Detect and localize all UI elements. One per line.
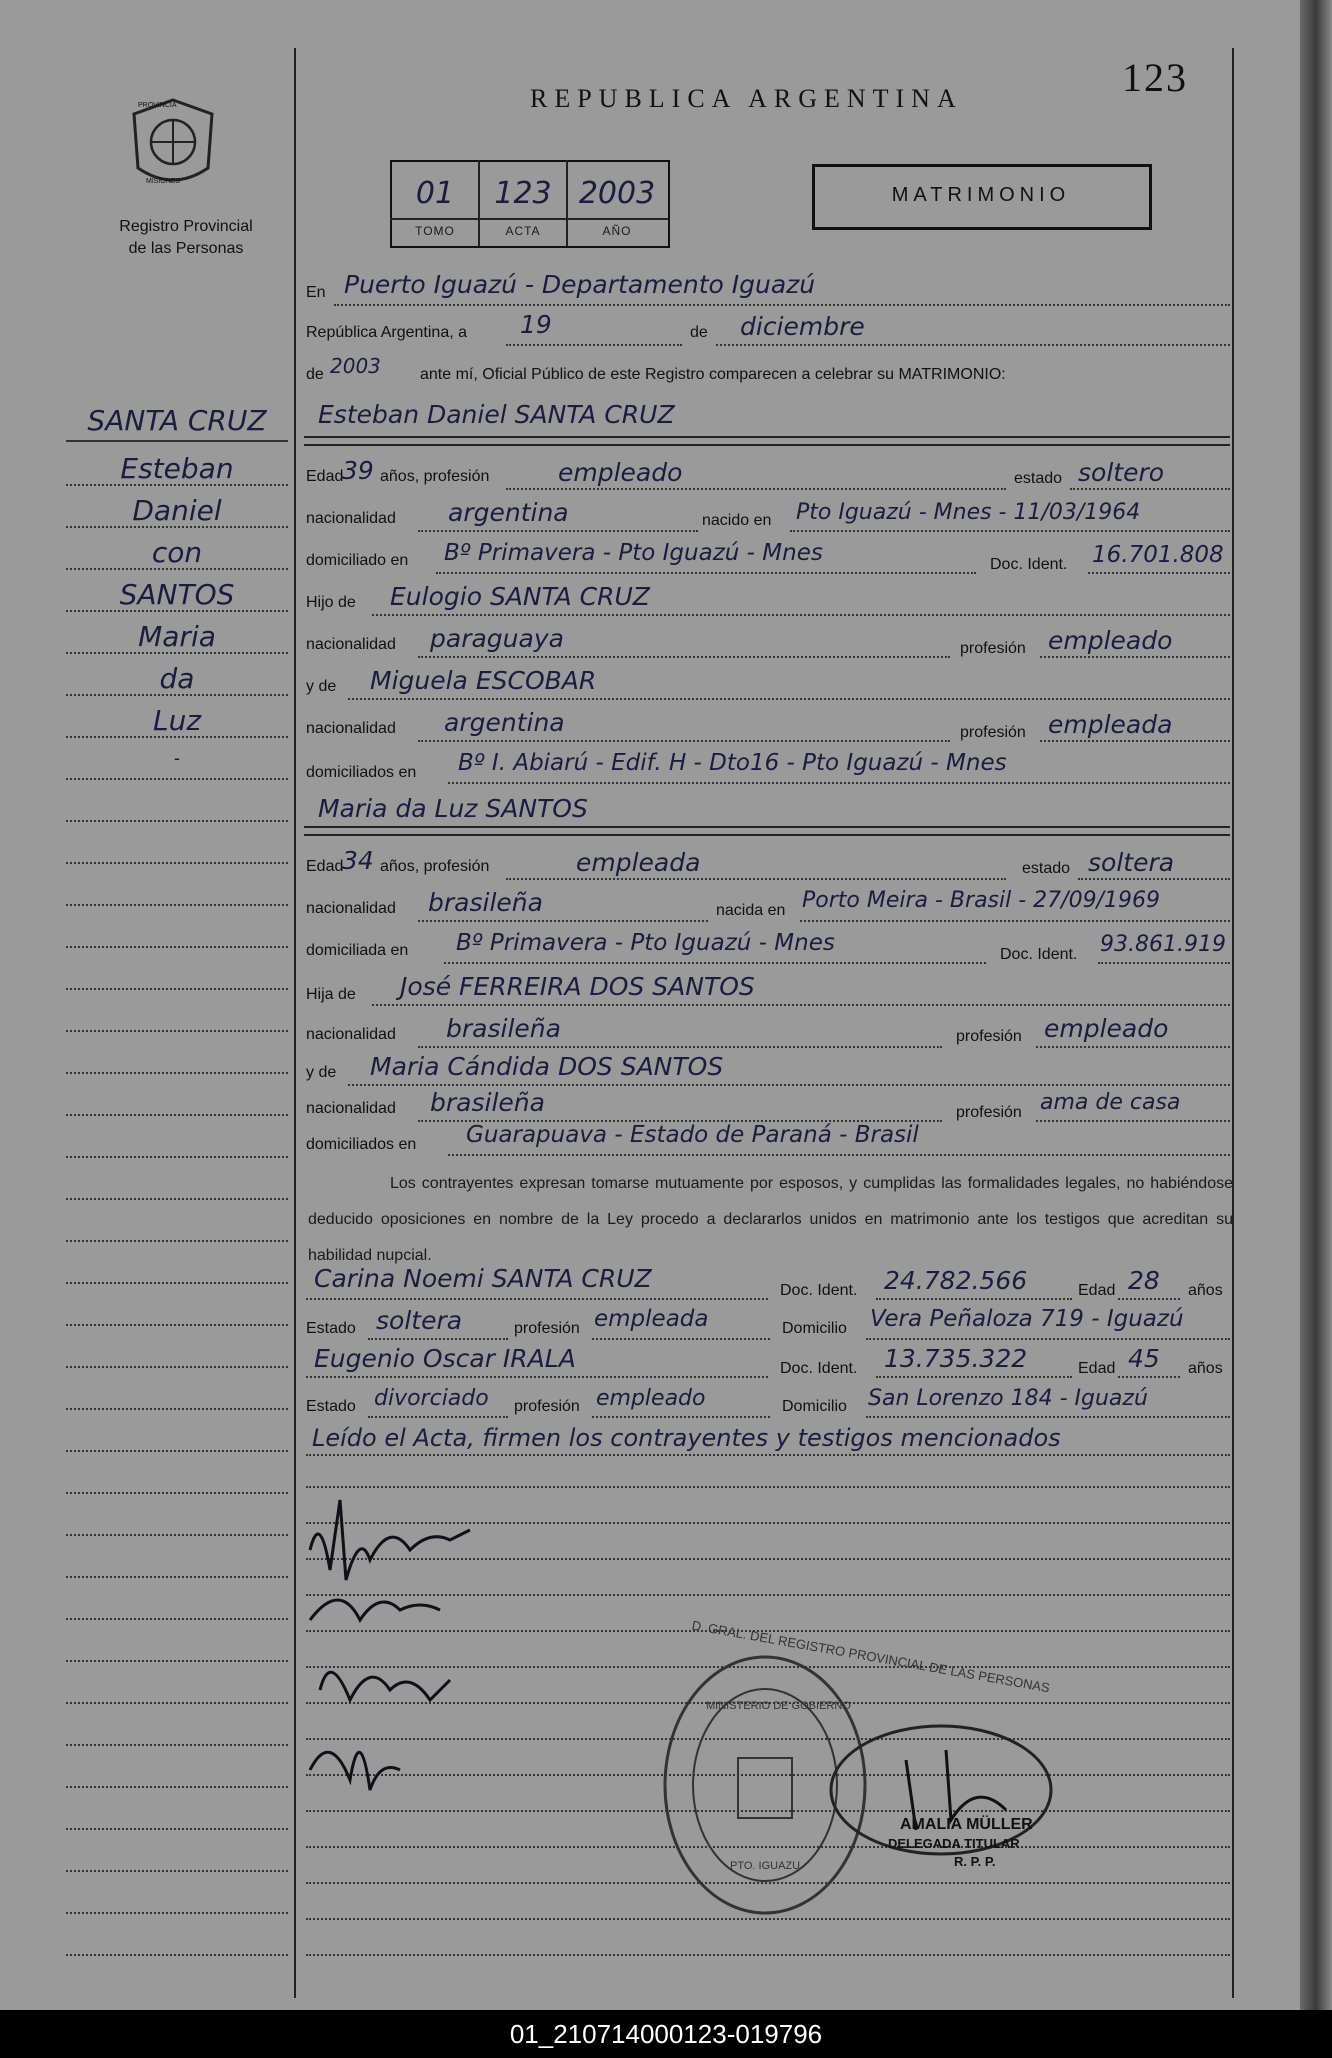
place-value: Puerto Iguazú - Departamento Iguazú: [344, 270, 816, 299]
anio-value: 2003: [578, 176, 656, 211]
bride-nacida-label: nacida en: [716, 902, 786, 919]
witness1-name: Carina Noemi SANTA CRUZ: [314, 1264, 652, 1293]
bride-age: 34: [342, 846, 374, 875]
bride-mother-profesion-label: profesión: [956, 1104, 1022, 1121]
crest-top-text: PROVINCIA: [138, 102, 177, 109]
witness2-profesion-label: profesión: [514, 1398, 580, 1415]
tomo-label: TOMO: [415, 224, 455, 238]
bride-profesion-label: años, profesión: [380, 858, 490, 875]
stamp-city: PTO. IGUAZU: [730, 1860, 801, 1872]
anio-label: AÑO: [602, 224, 632, 238]
act-type: MATRIMONIO: [891, 184, 1071, 206]
margin-line: da: [159, 662, 195, 695]
right-margin-line: [1232, 48, 1234, 1998]
bride-estado-label: estado: [1022, 860, 1071, 877]
year-value: 2003: [330, 354, 381, 378]
witness1-doc: 24.782.566: [884, 1266, 1028, 1295]
bride-yde-label: y de: [306, 1064, 337, 1081]
bride-mother: Maria Cándida DOS SANTOS: [370, 1052, 724, 1081]
groom-father-nationality: paraguaya: [430, 624, 564, 653]
scan-footer-id: 01_210714000123-019796: [0, 2010, 1332, 2058]
bride-mother-nationality: brasileña: [430, 1088, 545, 1117]
bride-father: José FERREIRA DOS SANTOS: [400, 972, 755, 1001]
bride-mother-nacionalidad-label: nacionalidad: [306, 1100, 396, 1117]
groom-profession: empleado: [558, 458, 683, 487]
groom-edad-label: Edad: [306, 468, 344, 485]
bride-nationality: brasileña: [428, 888, 543, 917]
witness2-age: 45: [1128, 1344, 1160, 1373]
witness2-doc-label: Doc. Ident.: [780, 1360, 858, 1377]
registry-line-2: de las Personas: [128, 240, 244, 257]
groom-nationality: argentina: [448, 498, 569, 527]
witness1-status: soltera: [376, 1306, 463, 1335]
witness2-estado-label: Estado: [306, 1398, 356, 1415]
stamp-title: DELEGADA TITULAR: [888, 1836, 1020, 1851]
groom-yde-label: y de: [306, 678, 337, 695]
groom-nacionalidad-label: nacionalidad: [306, 510, 396, 527]
bride-hija-label: Hija de: [306, 986, 356, 1003]
groom-hijo-label: Hijo de: [306, 594, 356, 611]
groom-father-profesion-label: profesión: [960, 640, 1026, 657]
bride-domicilio-label: domiciliada en: [306, 942, 409, 959]
witness1-profesion-label: profesión: [514, 1320, 580, 1337]
ante-text: ante mí, Oficial Público de este Registro comparecen a celebrar su MATRIMONIO:: [420, 366, 1006, 383]
witness2-domicilio-label: Domicilio: [782, 1398, 847, 1415]
witness1-anos-label: años: [1188, 1282, 1223, 1299]
bride-father-profession: empleado: [1044, 1014, 1169, 1043]
signature-3: [1000, 1540, 1066, 1554]
stamp-round-text: D. GRAL. DEL REGISTRO PROVINCIAL DE LAS PERSONAS: [690, 1617, 1051, 1696]
bride-status: soltera: [1088, 848, 1175, 877]
acta-label: ACTA: [505, 224, 541, 238]
tomo-value: 01: [415, 176, 455, 211]
signature-4: [1000, 1560, 1027, 1574]
bride-profession: empleada: [576, 848, 701, 877]
margin-line: SANTOS: [119, 578, 235, 611]
margin-line: con: [151, 536, 203, 569]
witness2-edad-label: Edad: [1078, 1360, 1116, 1377]
margin-line: -: [174, 748, 180, 768]
witness1-address: Vera Peñaloza 719 - Iguazú: [870, 1306, 1184, 1332]
groom-estado-label: estado: [1014, 470, 1063, 487]
margin-line: Maria: [138, 620, 216, 653]
left-margin-line: [294, 48, 296, 1998]
bride-father-nacionalidad-label: nacionalidad: [306, 1026, 396, 1043]
bride-address: Bº Primavera - Pto Iguazú - Mnes: [456, 930, 835, 956]
witness2-anos-label: años: [1188, 1360, 1223, 1377]
bride-birth: Porto Meira - Brasil - 27/09/1969: [802, 888, 1160, 913]
groom-domiciliados-label: domiciliados en: [306, 764, 417, 781]
margin-line: Daniel: [132, 494, 222, 527]
de2-label: de: [306, 366, 324, 383]
witness2-status: divorciado: [374, 1386, 489, 1411]
bride-father-profesion-label: profesión: [956, 1028, 1022, 1045]
groom-parents-address: Bº I. Abiarú - Edif. H - Dto16 - Pto Iguazú - Mnes: [458, 750, 1007, 776]
groom-nacido-label: nacido en: [702, 512, 772, 529]
signature-1: [1000, 1500, 1066, 1514]
groom-father-nacionalidad-label: nacionalidad: [306, 636, 396, 653]
bride-father-nationality: brasileña: [446, 1014, 561, 1043]
margin-line: Esteban: [120, 452, 234, 485]
groom-domicilio-label: domiciliado en: [306, 552, 409, 569]
groom-mother-profession: empleada: [1048, 710, 1173, 739]
de-label: de: [690, 324, 708, 341]
groom-address: Bº Primavera - Pto Iguazú - Mnes: [444, 540, 823, 566]
witness1-estado-label: Estado: [306, 1320, 356, 1337]
margin-line: Luz: [152, 704, 202, 737]
bride-doc-label: Doc. Ident.: [1000, 946, 1078, 963]
closing-text: Leído el Acta, firmen los contrayentes y testigos mencionados: [312, 1424, 1061, 1452]
stamp-rpp: R. P. P.: [954, 1854, 996, 1869]
bride-nacionalidad-label: nacionalidad: [306, 900, 396, 917]
declaration-text: Los contrayentes expresan tomarse mutuamente por esposos, y cumplidas las formalidades legales, no habiéndose deducido oposiciones en nombre de la Ley procedo a declararlos unidos en matrimonio ante los testigos que acreditan su habilidad nupcial.: [308, 1175, 1233, 1264]
bride-mother-profession: ama de casa: [1040, 1090, 1181, 1115]
margin-surname: SANTA CRUZ: [87, 404, 267, 437]
witness1-edad-label: Edad: [1078, 1282, 1116, 1299]
registry-line-1: Registro Provincial: [119, 218, 253, 235]
month-value: diciembre: [740, 312, 865, 341]
groom-age: 39: [342, 456, 374, 485]
groom-doc: 16.701.808: [1092, 542, 1224, 568]
witness1-domicilio-label: Domicilio: [782, 1320, 847, 1337]
groom-mother: Miguela ESCOBAR: [370, 666, 597, 695]
witness1-profession: empleada: [594, 1306, 709, 1332]
witness1-age: 28: [1128, 1266, 1160, 1295]
witness2-profession: empleado: [596, 1386, 706, 1411]
witness2-name: Eugenio Oscar IRALA: [314, 1344, 576, 1373]
groom-status: soltero: [1078, 458, 1165, 487]
day-value: 19: [520, 310, 552, 339]
scan-edge: [1300, 0, 1332, 2010]
bride-domiciliados-label: domiciliados en: [306, 1136, 417, 1153]
stamp-ministry: MINISTERIO DE GOBIERNO: [706, 1700, 851, 1712]
groom-mother-nationality: argentina: [444, 708, 565, 737]
groom-mother-nacionalidad-label: nacionalidad: [306, 720, 396, 737]
en-label: En: [306, 284, 326, 301]
stamp-name: AMALIA MÜLLER: [900, 1816, 1033, 1833]
witness1-doc-label: Doc. Ident.: [780, 1282, 858, 1299]
groom-father: Eulogio SANTA CRUZ: [390, 582, 650, 611]
witness2-doc: 13.735.322: [884, 1344, 1028, 1373]
country-title: REPUBLICA ARGENTINA: [530, 84, 963, 113]
groom-mother-profesion-label: profesión: [960, 724, 1026, 741]
signatures-graphic: [300, 1470, 500, 1800]
acta-value: 123: [494, 176, 552, 211]
groom-father-profession: empleado: [1048, 626, 1173, 655]
page-number: 123: [1122, 55, 1188, 100]
bride-doc: 93.861.919: [1100, 932, 1226, 957]
republica-label: República Argentina, a: [306, 324, 467, 341]
groom-name: Esteban Daniel SANTA CRUZ: [318, 400, 675, 429]
groom-birth: Pto Iguazú - Mnes - 11/03/1964: [796, 500, 1141, 525]
witness2-address: San Lorenzo 184 - Iguazú: [868, 1386, 1148, 1411]
groom-doc-label: Doc. Ident.: [990, 556, 1068, 573]
bride-edad-label: Edad: [306, 858, 344, 875]
bride-name: Maria da Luz SANTOS: [318, 794, 588, 823]
groom-profesion-label: años, profesión: [380, 468, 490, 485]
crest-bottom-text: MISIONES: [146, 178, 181, 185]
bride-parents-address: Guarapuava - Estado de Paraná - Brasil: [466, 1122, 919, 1148]
signature-2: [1000, 1520, 1077, 1534]
